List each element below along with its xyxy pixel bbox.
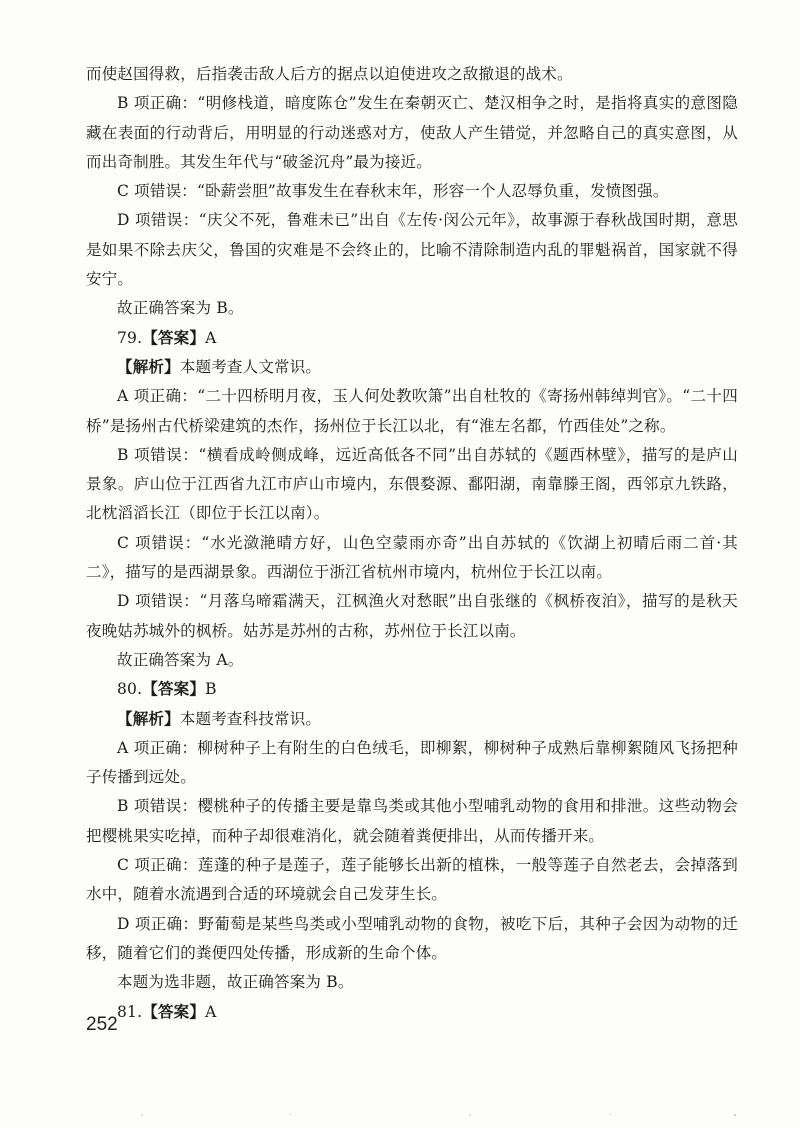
paragraph [86, 529, 738, 588]
paragraph-text: 本题考查科技常识。 [179, 709, 322, 728]
page-body [86, 60, 738, 1027]
paragraph-text: A 项正确：柳树种子上有附生的白色绒毛，即柳絮，柳树种子成熟后靠柳絮随风飞扬把种子传播到远处。 [86, 738, 738, 787]
paragraph [86, 705, 738, 734]
paragraph-text: D 项正确：野葡萄是某些鸟类或小型哺乳动物的食物，被吃下后，其种子会因为动物的迁移，随着它们的粪便四处传播，形成新的生命个体。 [86, 914, 738, 962]
paragraph-text: 而使赵国得救，后指袭击敌人后方的据点以迫使进攻之敌撤退的战术。 [86, 65, 573, 83]
paragraph [86, 910, 738, 969]
paragraph [86, 998, 738, 1027]
paragraph [86, 675, 738, 704]
paragraph [86, 382, 738, 441]
paragraph [86, 206, 738, 294]
paragraph [86, 294, 738, 323]
paragraph-text: C 项错误：“水光潋滟晴方好，山色空蒙雨亦奇”出自苏轼的《饮湖上初晴后雨二首·其二》，描写的是西湖景象。西湖位于浙江省杭州市境内，杭州位于长江以南。 [86, 533, 738, 582]
question-number: 80. [117, 680, 143, 699]
paragraph [86, 324, 738, 353]
paragraph [86, 968, 738, 997]
paragraph [86, 851, 738, 910]
question-number: 79. [117, 328, 143, 347]
section-label: 【解析】 [117, 357, 180, 376]
paragraph [86, 734, 738, 793]
section-label: 【答案】 [142, 328, 206, 347]
paragraph-text: 本题为选非题，故正确答案为 B。 [117, 973, 354, 992]
paragraph-text: B 项错误：樱桃种子的传播主要是靠鸟类或其他小型哺乳动物的食用和排泄。这些动物会把樱桃果实吃掉，而种子却很难消化，就会随着粪便排出，从而传播开来。 [86, 797, 738, 845]
paragraph-text: 本题考查人文常识。 [179, 357, 322, 376]
paragraph-text: B [205, 680, 217, 699]
paragraph [86, 441, 738, 529]
section-label: 【解析】 [117, 709, 180, 728]
question-number: 81. [117, 1002, 143, 1021]
paragraph-text: B 项错误：“横看成岭侧成峰，远近高低各不同”出自苏轼的《题西林壁》，描写的是庐山景象。庐山位于江西省九江市庐山市境内，东偎婺源、鄱阳湖，南靠滕王阁，西邻京九铁路，北枕滔滔长江（即位于长江以南）。 [86, 445, 738, 523]
paragraph-text: C 项错误：“卧薪尝胆”故事发生在春秋末年，形容一个人忍辱负重，发愤图强。 [117, 182, 669, 201]
paragraph-text: D 项错误：“庆父不死，鲁难未已”出自《左传·闵公元年》，故事源于春秋战国时期，意思是如果不除去庆父，鲁国的灾难是不会终止的，比喻不清除制造内乱的罪魁祸首，国家就不得安宁。 [86, 211, 738, 289]
paragraph-text: C 项正确：莲蓬的种子是莲子，莲子能够长出新的植株，一般等莲子自然老去，会掉落到水中，随着水流遇到合适的环境就会自己发芽生长。 [86, 856, 738, 904]
paragraph-text: 故正确答案为 B。 [117, 299, 244, 318]
paragraph-text: A [205, 1002, 217, 1021]
scan-artifact [0, 1112, 800, 1118]
paragraph [86, 646, 738, 675]
section-label: 【答案】 [142, 680, 206, 699]
page-number: 252 [86, 1014, 118, 1035]
paragraph [86, 60, 738, 89]
paragraph-text: B 项正确：“明修栈道，暗度陈仓”发生在秦朝灭亡、楚汉相争之时，是指将真实的意图隐藏在表面的行动背后，用明显的行动迷惑对方，使敌人产生错觉，并忽略自己的真实意图，从而出奇制胜。其发生年代与“破釜沉舟”最为接近。 [86, 94, 738, 171]
paragraph-text: A [205, 328, 217, 347]
paragraph [86, 587, 738, 646]
paragraph-text: D 项错误：“月落乌啼霜满天，江枫渔火对愁眠”出自张继的《枫桥夜泊》，描写的是秋天夜晚姑苏城外的枫桥。姑苏是苏州的古称，苏州位于长江以南。 [86, 592, 738, 640]
paragraph [86, 353, 738, 382]
paragraph [86, 89, 738, 177]
paragraph-text: 故正确答案为 A。 [117, 650, 244, 669]
paragraph [86, 792, 738, 851]
section-label: 【答案】 [142, 1002, 206, 1021]
paragraph [86, 177, 738, 206]
paragraph-text: A 项正确：“二十四桥明月夜，玉人何处教吹箫”出自杜牧的《寄扬州韩绰判官》。“二十四桥”是扬州古代桥梁建筑的杰作，扬州位于长江以北，有“淮左名都，竹西佳处”之称。 [86, 387, 738, 435]
